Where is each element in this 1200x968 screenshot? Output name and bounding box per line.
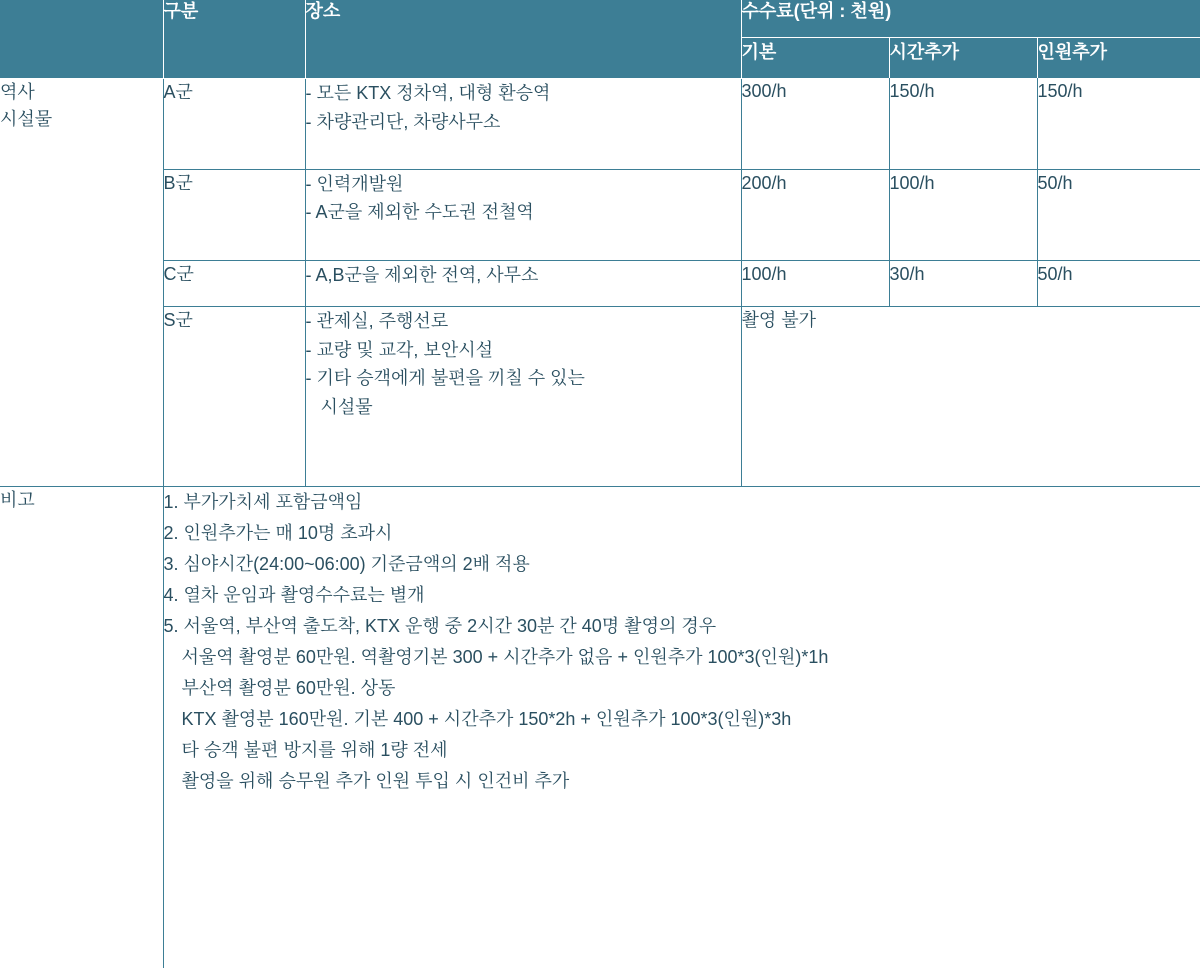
- fee-person-add-cell-b: 50/h: [1037, 169, 1200, 260]
- remark-item: 2. 인원추가는 매 10명 초과시: [163, 523, 393, 544]
- remark-sub-item: 타 승객 불편 방지를 위해 1량 전세: [181, 739, 448, 760]
- fee-time-add-cell-a: 150/h: [889, 78, 1037, 169]
- remark-sub-item: KTX 촬영분 160만원. 기본 400 + 시간추가 150*2h + 인원추가 100*3(인원)*3h: [181, 708, 792, 729]
- header-cell-fee-time-add: 시간추가: [889, 37, 1037, 78]
- table-row-b: [0, 169, 1200, 260]
- place-cell-b: [305, 169, 741, 260]
- remark-item: 4. 열차 운임과 촬영수수료는 별개: [163, 585, 425, 606]
- header-cell-category: [0, 0, 163, 78]
- table-row-s: [0, 306, 1200, 486]
- fee-person-add-cell-c: 50/h: [1037, 260, 1200, 306]
- place-line: - A군을 제외한 수도권 전철역: [305, 202, 534, 223]
- grade-cell-a: A군: [163, 78, 305, 169]
- fee-base-cell-c: 100/h: [741, 260, 889, 306]
- grade-cell-b: B군: [163, 169, 305, 260]
- remark-sub-item: 서울역 촬영분 60만원. 역촬영기본 300 + 시간추가 없음 + 인원추가 100*3(인원)*1h: [181, 646, 829, 667]
- place-line: - 모든 KTX 정차역, 대형 환승역: [305, 82, 551, 103]
- category-label-line-2: 시설물: [0, 108, 53, 129]
- header-cell-grade: 구분: [163, 0, 305, 78]
- header-cell-fee-base: 기본: [741, 37, 889, 78]
- remark-item: 5. 서울역, 부산역 출도착, KTX 운행 중 2시간 30분 간 40명 촬영의 경우: [163, 616, 717, 637]
- category-cell-facility: [0, 78, 163, 487]
- table-row-a: [0, 78, 1200, 169]
- header-cell-place: 장소: [305, 0, 741, 78]
- remark-sub-item: 촬영을 위해 승무원 추가 인원 투입 시 인건비 추가: [181, 770, 570, 791]
- remark-item: 1. 부가가치세 포함금액임: [163, 492, 363, 513]
- header-cell-fee-person-add: 인원추가: [1037, 37, 1200, 78]
- table-row-c: [0, 260, 1200, 306]
- grade-cell-c: C군: [163, 260, 305, 306]
- place-line: - 기타 승객에게 불편을 끼칠 수 있는: [305, 368, 585, 389]
- grade-cell-s: S군: [163, 306, 305, 486]
- place-cell-s: [305, 306, 741, 486]
- fee-time-add-cell-c: 30/h: [889, 260, 1037, 306]
- fee-time-add-cell-b: 100/h: [889, 169, 1037, 260]
- remark-sub-item: 부산역 촬영분 60만원. 상동: [181, 677, 396, 698]
- place-line: 시설물: [305, 397, 373, 418]
- remark-item: 3. 심야시간(24:00~06:00) 기준금액의 2배 적용: [163, 554, 530, 575]
- header-cell-fee-group: 수수료(단위 : 천원): [741, 0, 1200, 37]
- fee-base-cell-b: 200/h: [741, 169, 889, 260]
- table-row-remarks: [0, 487, 1200, 968]
- table-header-row-1: [0, 0, 1200, 37]
- remarks-label-cell: 비고: [0, 487, 163, 968]
- place-line: - 관제실, 주행선로: [305, 310, 449, 331]
- place-cell-a: [305, 78, 741, 169]
- fee-base-cell-a: 300/h: [741, 78, 889, 169]
- place-cell-c: [305, 260, 741, 306]
- fee-cell-s-not-allowed: 촬영 불가: [741, 306, 1200, 486]
- remarks-content-cell: [163, 487, 1200, 968]
- place-line: - 교량 및 교각, 보안시설: [305, 339, 493, 360]
- fee-person-add-cell-a: 150/h: [1037, 78, 1200, 169]
- place-line: - 차량관리단, 차량사무소: [305, 111, 501, 132]
- place-line: - 인력개발원: [305, 173, 404, 194]
- category-label-line-1: 역사: [0, 81, 35, 102]
- place-line: - A,B군을 제외한 전역, 사무소: [305, 264, 539, 285]
